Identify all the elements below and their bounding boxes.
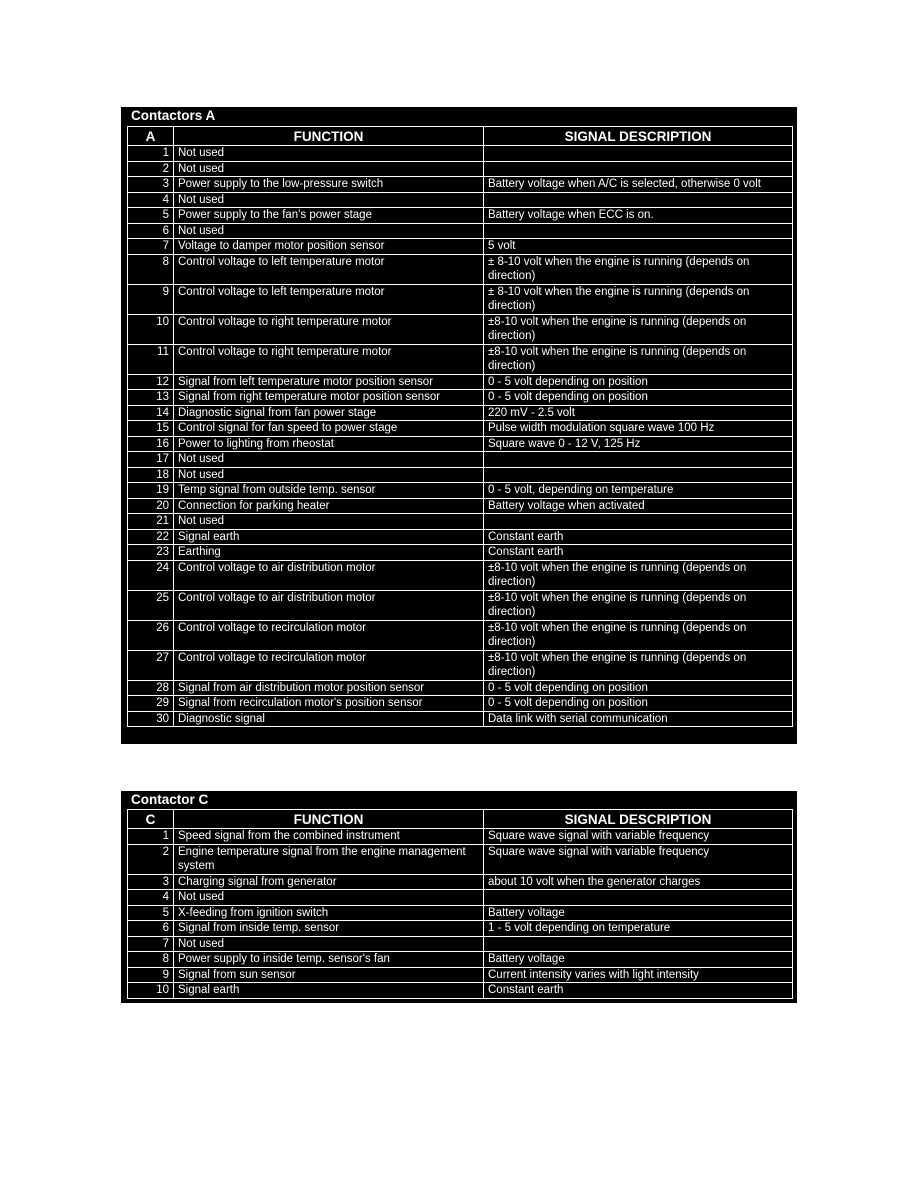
table-row (128, 620, 793, 650)
function-cell: Control voltage to air distribution motor (174, 560, 484, 590)
signal-cell: Battery voltage when ECC is on. (484, 208, 793, 224)
function-cell: Control voltage to left temperature motor (174, 254, 484, 284)
pin-cell: 6 (128, 921, 174, 937)
contactors-a-table (127, 126, 793, 727)
pin-cell: 29 (128, 696, 174, 712)
table-row (128, 590, 793, 620)
pin-cell: 2 (128, 844, 174, 874)
table-row (128, 314, 793, 344)
function-cell: Signal from air distribution motor position sensor (174, 680, 484, 696)
signal-cell: 0 - 5 volt depending on position (484, 680, 793, 696)
function-cell: Temp signal from outside temp. sensor (174, 483, 484, 499)
pin-cell: 3 (128, 874, 174, 890)
function-cell: Control voltage to recirculation motor (174, 620, 484, 650)
function-cell: Not used (174, 452, 484, 468)
table-row (128, 467, 793, 483)
function-cell: Control voltage to right temperature motor (174, 314, 484, 344)
pin-cell: 4 (128, 890, 174, 906)
pin-cell: 13 (128, 390, 174, 406)
pin-cell: 6 (128, 223, 174, 239)
table-row (128, 936, 793, 952)
signal-cell: Square wave signal with variable frequency (484, 829, 793, 845)
pin-cell: 20 (128, 498, 174, 514)
function-cell: Connection for parking heater (174, 498, 484, 514)
contactors-a-title: Contactors A (131, 108, 216, 123)
pin-cell: 3 (128, 177, 174, 193)
signal-cell: 0 - 5 volt, depending on temperature (484, 483, 793, 499)
column-header-function: FUNCTION (174, 127, 484, 146)
signal-cell: 0 - 5 volt depending on position (484, 696, 793, 712)
table-row (128, 146, 793, 162)
pin-cell: 27 (128, 650, 174, 680)
signal-cell (484, 890, 793, 906)
pin-cell: 9 (128, 284, 174, 314)
function-cell: Speed signal from the combined instrument (174, 829, 484, 845)
contactor-c-body (128, 829, 793, 999)
signal-cell: Square wave signal with variable frequency (484, 844, 793, 874)
table-row (128, 390, 793, 406)
contactor-c-title: Contactor C (131, 792, 209, 807)
pin-cell: 8 (128, 254, 174, 284)
signal-cell: Battery voltage when activated (484, 498, 793, 514)
function-cell: Control signal for fan speed to power stage (174, 421, 484, 437)
function-cell: Signal from inside temp. sensor (174, 921, 484, 937)
pin-cell: 2 (128, 161, 174, 177)
function-cell: Control voltage to left temperature motor (174, 284, 484, 314)
table-row (128, 545, 793, 561)
pin-cell: 19 (128, 483, 174, 499)
pin-cell: 7 (128, 239, 174, 255)
table-row (128, 284, 793, 314)
pin-cell: 5 (128, 208, 174, 224)
signal-cell: ± 8-10 volt when the engine is running (depends on direction) (484, 254, 793, 284)
table-row (128, 967, 793, 983)
pin-cell: 26 (128, 620, 174, 650)
table-row (128, 711, 793, 727)
function-cell: Not used (174, 890, 484, 906)
signal-cell: ± 8-10 volt when the engine is running (depends on direction) (484, 284, 793, 314)
function-cell: Not used (174, 467, 484, 483)
function-cell: Power supply to the low-pressure switch (174, 177, 484, 193)
function-cell: Not used (174, 223, 484, 239)
signal-cell: 220 mV - 2.5 volt (484, 405, 793, 421)
column-header-function: FUNCTION (174, 810, 484, 829)
function-cell: Control voltage to air distribution motor (174, 590, 484, 620)
table-row (128, 680, 793, 696)
function-cell: Engine temperature signal from the engine management system (174, 844, 484, 874)
function-cell: Control voltage to right temperature motor (174, 344, 484, 374)
table-header-row (128, 127, 793, 146)
signal-cell: Battery voltage (484, 905, 793, 921)
signal-cell: Current intensity varies with light intensity (484, 967, 793, 983)
signal-cell (484, 514, 793, 530)
function-cell: Voltage to damper motor position sensor (174, 239, 484, 255)
column-header-pin: C (128, 810, 174, 829)
function-cell: Power to lighting from rheostat (174, 436, 484, 452)
table-row (128, 254, 793, 284)
function-cell: Charging signal from generator (174, 874, 484, 890)
pin-cell: 9 (128, 967, 174, 983)
pin-cell: 1 (128, 829, 174, 845)
function-cell: Signal from recirculation motor's position sensor (174, 696, 484, 712)
table-row (128, 650, 793, 680)
signal-cell (484, 936, 793, 952)
pin-cell: 11 (128, 344, 174, 374)
function-cell: Signal from sun sensor (174, 967, 484, 983)
pin-cell: 14 (128, 405, 174, 421)
table-row (128, 374, 793, 390)
function-cell: Power supply to the fan's power stage (174, 208, 484, 224)
table-row (128, 952, 793, 968)
signal-cell: 5 volt (484, 239, 793, 255)
function-cell: Signal from left temperature motor position sensor (174, 374, 484, 390)
table-row (128, 208, 793, 224)
table-row (128, 905, 793, 921)
pin-cell: 10 (128, 983, 174, 999)
signal-cell: Constant earth (484, 545, 793, 561)
table-row (128, 514, 793, 530)
function-cell: Not used (174, 161, 484, 177)
table-row (128, 344, 793, 374)
signal-cell: about 10 volt when the generator charges (484, 874, 793, 890)
table-row (128, 192, 793, 208)
pin-cell: 15 (128, 421, 174, 437)
column-header-signal: SIGNAL DESCRIPTION (484, 810, 793, 829)
table-row (128, 983, 793, 999)
signal-cell: Constant earth (484, 529, 793, 545)
column-header-pin: A (128, 127, 174, 146)
pin-cell: 24 (128, 560, 174, 590)
function-cell: Not used (174, 192, 484, 208)
pin-cell: 12 (128, 374, 174, 390)
pin-cell: 28 (128, 680, 174, 696)
table-row (128, 452, 793, 468)
function-cell: Signal earth (174, 529, 484, 545)
function-cell: Control voltage to recirculation motor (174, 650, 484, 680)
function-cell: Diagnostic signal (174, 711, 484, 727)
signal-cell (484, 452, 793, 468)
function-cell: Signal from right temperature motor position sensor (174, 390, 484, 406)
signal-cell: 0 - 5 volt depending on position (484, 374, 793, 390)
pin-cell: 18 (128, 467, 174, 483)
table-row (128, 890, 793, 906)
contactors-a-body (128, 146, 793, 727)
table-header-row (128, 810, 793, 829)
signal-cell: ±8-10 volt when the engine is running (depends on direction) (484, 344, 793, 374)
function-cell: Not used (174, 936, 484, 952)
signal-cell: ±8-10 volt when the engine is running (depends on direction) (484, 620, 793, 650)
pin-cell: 10 (128, 314, 174, 344)
table-row (128, 421, 793, 437)
pin-cell: 4 (128, 192, 174, 208)
table-row (128, 239, 793, 255)
table-row (128, 829, 793, 845)
table-row (128, 436, 793, 452)
signal-cell: ±8-10 volt when the engine is running (depends on direction) (484, 314, 793, 344)
signal-cell: Square wave 0 - 12 V, 125 Hz (484, 436, 793, 452)
pin-cell: 1 (128, 146, 174, 162)
pin-cell: 25 (128, 590, 174, 620)
pin-cell: 5 (128, 905, 174, 921)
table-row (128, 696, 793, 712)
signal-cell: Pulse width modulation square wave 100 Hz (484, 421, 793, 437)
pin-cell: 21 (128, 514, 174, 530)
signal-cell: 0 - 5 volt depending on position (484, 390, 793, 406)
table-row (128, 529, 793, 545)
contactors-a-panel (121, 107, 797, 744)
pin-cell: 22 (128, 529, 174, 545)
table-row (128, 560, 793, 590)
pin-cell: 17 (128, 452, 174, 468)
function-cell: Not used (174, 514, 484, 530)
function-cell: Power supply to inside temp. sensor's fan (174, 952, 484, 968)
function-cell: Signal earth (174, 983, 484, 999)
signal-cell (484, 161, 793, 177)
signal-cell (484, 467, 793, 483)
table-row (128, 844, 793, 874)
signal-cell: Battery voltage when A/C is selected, otherwise 0 volt (484, 177, 793, 193)
signal-cell: ±8-10 volt when the engine is running (depends on direction) (484, 590, 793, 620)
table-row (128, 223, 793, 239)
signal-cell (484, 223, 793, 239)
signal-cell: Data link with serial communication (484, 711, 793, 727)
table-row (128, 161, 793, 177)
signal-cell (484, 192, 793, 208)
table-row (128, 483, 793, 499)
table-row (128, 177, 793, 193)
column-header-signal: SIGNAL DESCRIPTION (484, 127, 793, 146)
function-cell: X-feeding from ignition switch (174, 905, 484, 921)
signal-cell: 1 - 5 volt depending on temperature (484, 921, 793, 937)
function-cell: Earthing (174, 545, 484, 561)
table-row (128, 405, 793, 421)
pin-cell: 7 (128, 936, 174, 952)
signal-cell: Constant earth (484, 983, 793, 999)
signal-cell (484, 146, 793, 162)
table-row (128, 921, 793, 937)
pin-cell: 8 (128, 952, 174, 968)
pin-cell: 23 (128, 545, 174, 561)
contactor-c-table (127, 809, 793, 999)
pin-cell: 30 (128, 711, 174, 727)
contactor-c-panel (121, 791, 797, 1003)
signal-cell: Battery voltage (484, 952, 793, 968)
function-cell: Not used (174, 146, 484, 162)
table-row (128, 874, 793, 890)
function-cell: Diagnostic signal from fan power stage (174, 405, 484, 421)
table-row (128, 498, 793, 514)
signal-cell: ±8-10 volt when the engine is running (depends on direction) (484, 560, 793, 590)
pin-cell: 16 (128, 436, 174, 452)
signal-cell: ±8-10 volt when the engine is running (depends on direction) (484, 650, 793, 680)
